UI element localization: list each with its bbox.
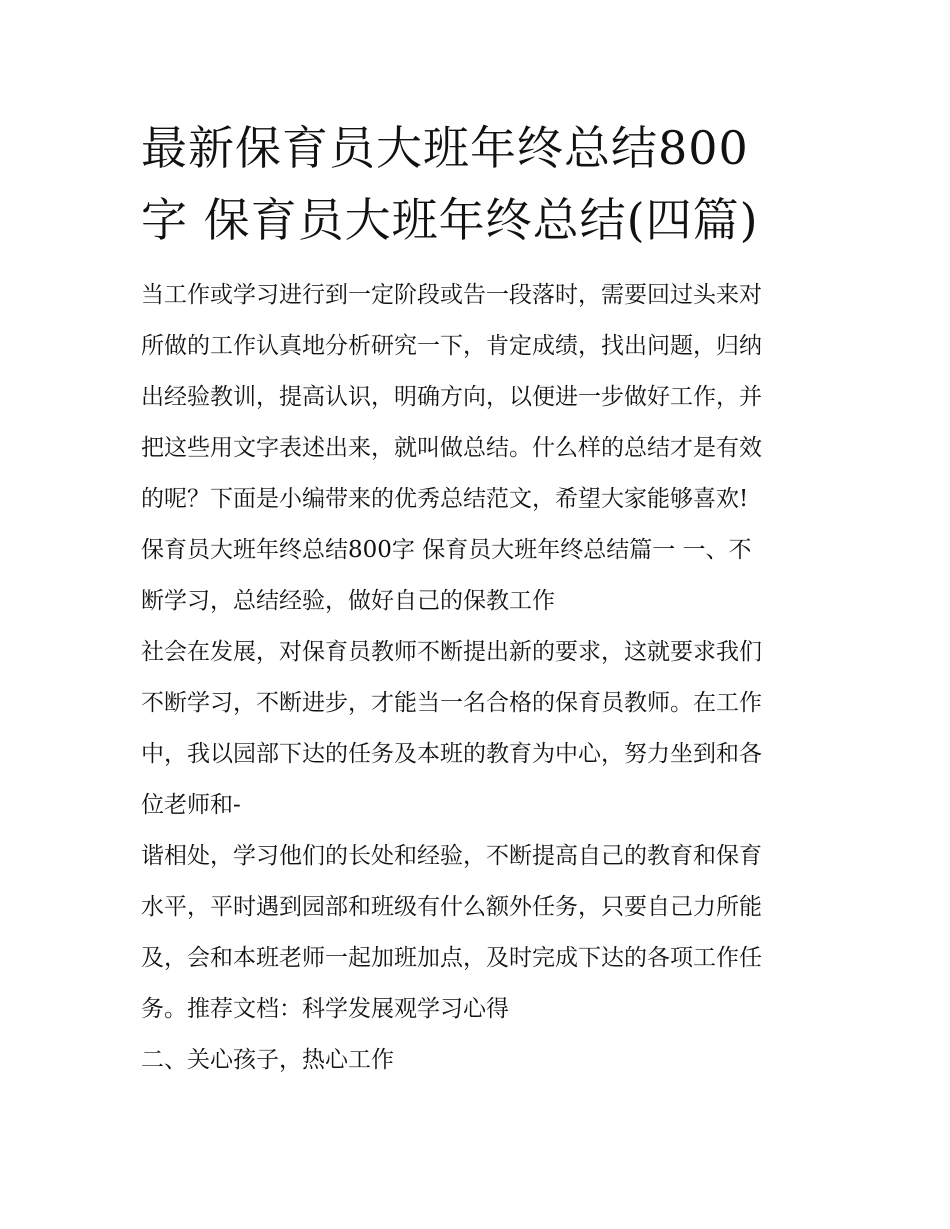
- text-line: 务。推荐文档：科学发展观学习心得: [141, 996, 509, 1022]
- document-title: [141, 112, 813, 256]
- text-line: 二、关心孩子，热心工作: [141, 1047, 394, 1073]
- text-line: 位老师和-: [141, 792, 241, 818]
- section-heading-paragraph: [141, 1035, 813, 1086]
- section-heading-paragraph: [141, 525, 813, 627]
- title-line-1: 最新保育员大班年终总结800: [141, 121, 749, 175]
- text-line: 把这些用文字表述出来，就叫做总结。什么样的总结才是有效: [141, 435, 762, 461]
- text-line: 中，我以园部下达的任务及本班的教育为中心，努力坐到和各: [141, 741, 762, 767]
- text-line: 保育员大班年终总结800字 保育员大班年终总结篇一 一、不: [141, 537, 752, 563]
- text-line: 谐相处，学习他们的长处和经验，不断提高自己的教育和保育: [141, 843, 762, 869]
- document-content: [141, 112, 813, 1086]
- text-line: 社会在发展，对保育员教师不断提出新的要求，这就要求我们: [141, 639, 762, 665]
- text-line: 及，会和本班老师一起加班加点，及时完成下达的各项工作任: [141, 945, 762, 971]
- body-paragraph: [141, 627, 813, 831]
- text-line: 所做的工作认真地分析研究一下，肯定成绩，找出问题，归纳: [141, 333, 762, 359]
- text-line: 当工作或学习进行到一定阶段或告一段落时，需要回过头来对: [141, 282, 762, 308]
- document-body: [141, 270, 813, 1086]
- text-line: 断学习，总结经验，做好自己的保教工作: [141, 588, 555, 614]
- text-line: 的呢？下面是小编带来的优秀总结范文，希望大家能够喜欢!: [141, 486, 749, 512]
- text-line: 出经验教训，提高认识，明确方向，以便进一步做好工作，并: [141, 384, 762, 410]
- intro-paragraph: [141, 270, 813, 525]
- text-line: 不断学习，不断进步，才能当一名合格的保育员教师。在工作: [141, 690, 762, 716]
- body-paragraph: [141, 831, 813, 1035]
- text-line: 水平，平时遇到园部和班级有什么额外任务，只要自己力所能: [141, 894, 762, 920]
- title-line-2: 字 保育员大班年终总结(四篇): [141, 193, 759, 247]
